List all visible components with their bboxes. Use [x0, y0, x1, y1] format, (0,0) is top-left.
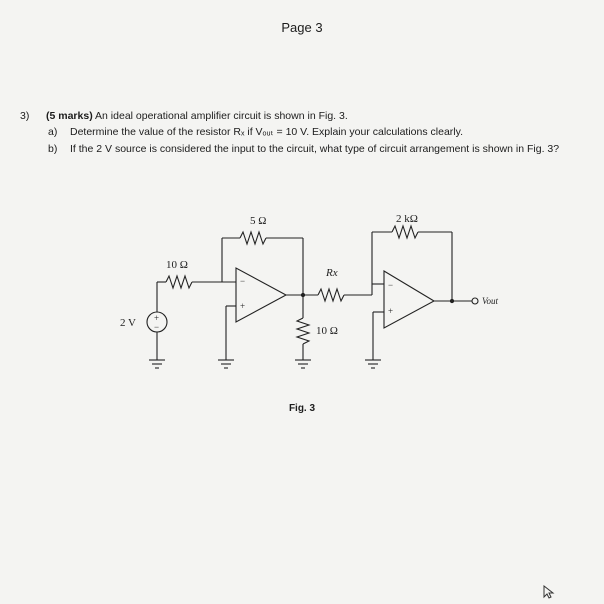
svg-text:+: +	[388, 306, 394, 316]
question-block	[20, 108, 580, 157]
svg-text:−: −	[154, 322, 160, 332]
question-marks: (5 marks)	[46, 110, 93, 122]
svg-text:+: +	[154, 313, 160, 323]
part-b-text: If the 2 V source is considered the input to the circuit, what type of circuit arrangement is shown in Fig. 3?	[70, 142, 560, 155]
feedback-resistor-1-label: 5 Ω	[250, 215, 267, 227]
part-b-label: b)	[48, 142, 58, 155]
question-number: 3)	[20, 110, 30, 122]
svg-text:+: +	[240, 301, 246, 311]
svg-text:−: −	[388, 280, 394, 290]
ground-symbol-opamp2	[365, 360, 381, 368]
output-terminal	[472, 298, 478, 304]
output-label: Vout	[482, 296, 499, 306]
svg-text:−: −	[240, 276, 246, 286]
figure-caption: Fig. 3	[288, 403, 316, 414]
cursor-arrow-icon	[542, 585, 556, 599]
page-header: Page 3	[281, 20, 323, 35]
question-intro-line	[20, 108, 580, 124]
ground-symbol-opamp1	[218, 360, 234, 368]
part-a-text: Determine the value of the resistor Rₓ if Vₒᵤₜ = 10 V. Explain your calculations clearly.	[70, 126, 463, 139]
ground-symbol-source	[149, 360, 165, 368]
rx-resistor	[318, 289, 344, 301]
source-label: 2 V	[120, 317, 136, 329]
ground-symbol-resistor	[295, 360, 311, 368]
ground-resistor	[297, 318, 309, 344]
question-part-b	[20, 141, 580, 157]
input-resistor	[166, 276, 192, 288]
ground-resistor-label: 10 Ω	[316, 325, 338, 337]
rx-label: Rx	[326, 267, 338, 279]
feedback-resistor-2-label: 2 kΩ	[396, 213, 418, 225]
feedback-resistor-2	[392, 226, 418, 238]
circuit-diagram	[0, 200, 604, 400]
question-part-a	[20, 124, 580, 140]
feedback-resistor-1	[240, 232, 266, 244]
input-resistor-label: 10 Ω	[166, 259, 188, 271]
part-a-label: a)	[48, 126, 58, 139]
voltage-source	[147, 282, 167, 360]
question-intro: An ideal operational amplifier circuit is shown in Fig. 3.	[95, 110, 348, 122]
